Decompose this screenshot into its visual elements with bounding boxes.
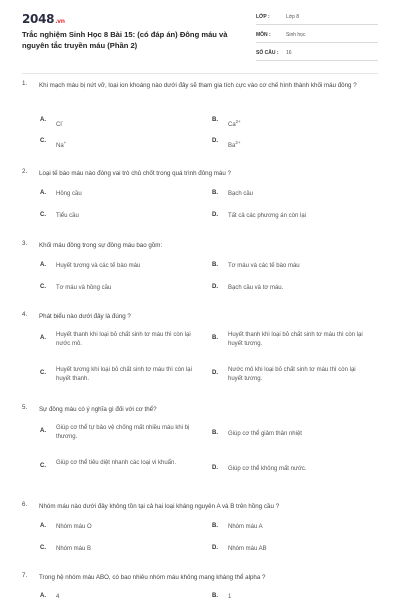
answer-text: Huyết tương và các tế bào máu xyxy=(56,263,141,269)
answer-letter: A. xyxy=(40,523,46,529)
question-text: Khi mạch máu bị nứt vỡ, loại ion khoáng nào dưới đây sẽ tham gia tích cực vào cơ chế hình thành khối máu đông ? xyxy=(39,82,357,89)
answer-text: Huyết tương khi loại bỏ chất sinh tơ máu thì còn lại huyết thanh. xyxy=(56,367,192,382)
answer-letter: B. xyxy=(212,335,218,341)
question-number: 6. xyxy=(22,501,28,508)
question-number: 5. xyxy=(22,404,28,411)
question-number: 2. xyxy=(22,168,28,175)
answer-text: 4 xyxy=(56,594,60,600)
answer-letter: D. xyxy=(212,284,218,290)
answer-text: Giúp cơ thể không mất nước. xyxy=(228,466,307,472)
logo-text: 2048 xyxy=(22,12,55,26)
question-text: Nhóm máu nào dưới đây không tồn tại cả hai loại kháng nguyên A và B trên hồng cầu ? xyxy=(39,503,280,510)
answer-letter: C. xyxy=(40,138,46,144)
answer-text: Huyết thanh khi loại bỏ chất sinh tơ máu thì còn lại nước mô. xyxy=(56,332,191,347)
meta-row-question-count xyxy=(256,46,378,61)
answer-letter: C. xyxy=(40,370,46,376)
answer-text: Tiểu cầu xyxy=(56,213,79,219)
answer-letter: A. xyxy=(40,117,46,123)
question-text: Khối máu đông trong sự đông máu bao gồm: xyxy=(39,242,163,249)
question-number: 1. xyxy=(22,80,28,87)
answer-letter: B. xyxy=(212,523,218,529)
answer-text: $Ca^{2+}$ xyxy=(228,119,241,128)
answer-text: Giúp cơ thể tự bảo vệ chống mất nhiều máu khi bị thương. xyxy=(56,425,190,440)
site-logo[interactable] xyxy=(22,12,65,26)
answer-letter: B. xyxy=(212,190,218,196)
question-text: Loại tế bào máu nào đóng vai trò chủ chốt trong quá trình đông máu ? xyxy=(39,170,231,177)
answer-letter: B. xyxy=(212,262,218,268)
meta-value: Lớp 8 xyxy=(286,14,300,20)
answer-text: Nước mô khi loại bỏ chất sinh tơ máu thì còn lại huyết tương. xyxy=(228,367,356,382)
answer-text: Tơ máu và hồng cầu xyxy=(56,285,112,291)
meta-label: SỐ CÂU : xyxy=(256,50,279,56)
answer-text: Giúp cơ thể giảm thân nhiệt xyxy=(228,431,302,437)
answer-text: Tất cả các phương án còn lại xyxy=(228,213,306,219)
answer-letter: A. xyxy=(40,593,46,599)
answer-letter: D. xyxy=(212,545,218,551)
answer-letter: A. xyxy=(40,428,46,434)
answer-text: Bạch cầu xyxy=(228,191,254,197)
answer-text: Nhóm máu B xyxy=(56,546,92,552)
document-meta xyxy=(256,10,378,64)
answer-text: Na+ xyxy=(56,140,67,149)
answer-letter: A. xyxy=(40,335,46,341)
question-text: Trong hệ nhóm máu ABO, có bao nhiêu nhóm máu không mang kháng thể alpha ? xyxy=(39,574,266,581)
answer-text: Nhóm máu AB xyxy=(228,546,267,552)
answer-text: $Ba^{2+}$ xyxy=(228,140,241,149)
answer-letter: C. xyxy=(40,545,46,551)
meta-label: MÔN : xyxy=(256,32,271,38)
answer-letter: D. xyxy=(212,138,218,144)
meta-row-class xyxy=(256,10,378,25)
answer-letter: A. xyxy=(40,190,46,196)
answer-text: Nhóm máu A xyxy=(228,524,263,530)
question-number: 7. xyxy=(22,572,28,579)
meta-value: 16 xyxy=(286,50,292,56)
logo-suffix: .vn xyxy=(55,18,65,25)
meta-label: LỚP : xyxy=(256,14,270,20)
document-title: Trắc nghiệm Sinh Học 8 Bài 15: (có đáp án) Đông máu và nguyên tắc truyền máu (Phần 2) xyxy=(22,30,228,50)
answer-text: 1 xyxy=(228,594,232,600)
answer-text: Nhóm máu O xyxy=(56,524,92,530)
page-header xyxy=(0,0,400,72)
answer-letter: C. xyxy=(40,463,46,469)
meta-value: Sinh học xyxy=(286,32,306,38)
question-number: 4. xyxy=(22,311,28,318)
answer-letter: B. xyxy=(212,117,218,123)
answer-text: Hồng cầu xyxy=(56,191,82,197)
answer-text: Cl- xyxy=(56,119,64,128)
question-text: Sự đông máu có ý nghĩa gì đối với cơ thể? xyxy=(39,406,157,413)
answer-letter: B. xyxy=(212,593,218,599)
meta-row-subject xyxy=(256,28,378,43)
answer-letter: D. xyxy=(212,465,218,471)
answer-letter: A. xyxy=(40,262,46,268)
answer-letter: D. xyxy=(212,370,218,376)
answer-text: Tơ máu và các tế bào máu xyxy=(228,263,300,269)
answer-letter: D. xyxy=(212,212,218,218)
answer-letter: C. xyxy=(40,284,46,290)
question-text: Phát biểu nào dưới đây là đúng ? xyxy=(39,313,131,320)
question-number: 3. xyxy=(22,240,28,247)
header-divider xyxy=(22,73,378,74)
answer-text: Huyết thanh khi loại bỏ chất sinh tơ máu thì còn lại huyết tương. xyxy=(228,332,363,347)
answer-text: Giúp cơ thể tiêu diệt nhanh các loại vi khuẩn. xyxy=(56,460,177,466)
answer-letter: C. xyxy=(40,212,46,218)
answer-letter: B. xyxy=(212,430,218,436)
answer-text: Bạch cầu và tơ máu. xyxy=(228,285,284,291)
